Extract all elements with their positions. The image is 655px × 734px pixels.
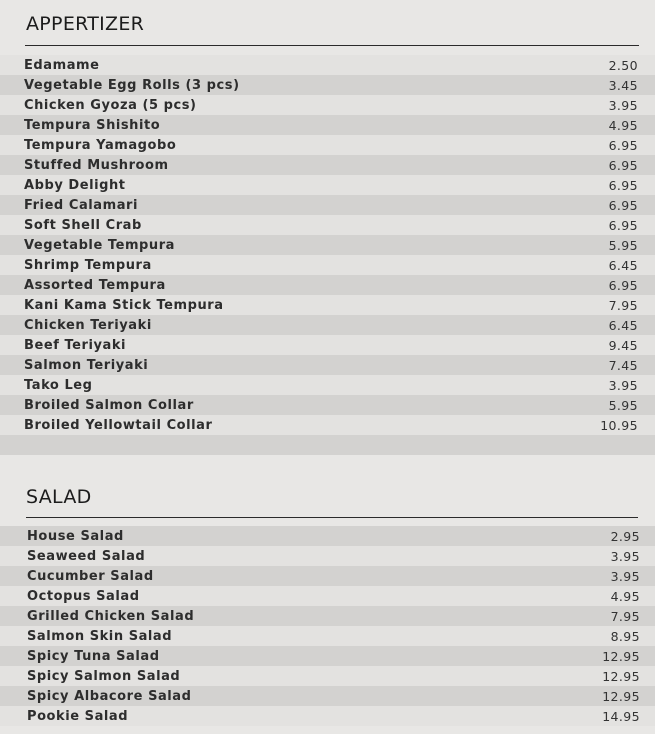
menu-item-price: 7.45 (608, 358, 638, 373)
menu-item-name: Shrimp Tempura (24, 258, 152, 273)
menu-item-name: Salmon Teriyaki (24, 358, 149, 373)
menu-item-name: Beef Teriyaki (24, 338, 127, 353)
menu-item-price: 6.95 (608, 198, 638, 213)
menu-item-row (0, 646, 655, 666)
menu-item-price: 7.95 (610, 609, 640, 624)
menu-item-name: Octopus Salad (27, 589, 140, 604)
menu-item-price: 6.45 (608, 318, 638, 333)
menu-item-price: 3.95 (608, 378, 638, 393)
menu-item-price: 12.95 (602, 649, 640, 664)
menu-item-name: Edamame (24, 58, 100, 73)
menu-item-price: 7.95 (608, 298, 638, 313)
menu-item-price: 6.95 (608, 178, 638, 193)
appetizer-title: APPERTIZER (26, 13, 145, 35)
menu-item-name: Pookie Salad (27, 709, 129, 724)
menu-item-name: House Salad (27, 529, 124, 544)
menu-item-row (0, 586, 655, 606)
menu-item-name: Stuffed Mushroom (24, 158, 169, 173)
menu-item-name: Kani Kama Stick Tempura (24, 298, 224, 313)
menu-item-price: 6.95 (608, 138, 638, 153)
menu-item-price: 3.95 (610, 549, 640, 564)
menu-item-price: 9.45 (608, 338, 638, 353)
menu-item-name: Assorted Tempura (24, 278, 166, 293)
menu-item-name: Spicy Salmon Salad (27, 669, 181, 684)
menu-item-price: 8.95 (610, 629, 640, 644)
menu-item-row (0, 546, 655, 566)
menu-item-price: 3.95 (610, 569, 640, 584)
menu-item-name: Tempura Shishito (24, 118, 161, 133)
menu-item-price: 3.95 (608, 98, 638, 113)
menu-item-price: 5.95 (608, 398, 638, 413)
menu-item-name: Chicken Teriyaki (24, 318, 152, 333)
menu-item-name: Spicy Albacore Salad (27, 689, 192, 704)
menu-item-price: 14.95 (602, 709, 640, 724)
menu-item-row (0, 686, 655, 706)
menu-item-name: Tempura Yamagobo (24, 138, 177, 153)
menu-item-price: 12.95 (602, 669, 640, 684)
menu-item-name: Vegetable Tempura (24, 238, 175, 253)
menu-item-name: Tako Leg (24, 378, 93, 393)
menu-item-name: Spicy Tuna Salad (27, 649, 160, 664)
salad-title: SALAD (26, 486, 92, 508)
menu-item-row (0, 606, 655, 626)
menu-item-name: Cucumber Salad (27, 569, 154, 584)
menu-item-price: 3.45 (608, 78, 638, 93)
menu-item-name: Soft Shell Crab (24, 218, 142, 233)
menu-item-name: Broiled Yellowtail Collar (24, 418, 213, 433)
menu-item-name: Chicken Gyoza (5 pcs) (24, 98, 197, 113)
menu-item-name: Vegetable Egg Rolls (3 pcs) (24, 78, 240, 93)
menu-item-price: 6.45 (608, 258, 638, 273)
menu-item-name: Fried Calamari (24, 198, 138, 213)
menu-item-name: Seaweed Salad (27, 549, 146, 564)
menu-item-price: 6.95 (608, 158, 638, 173)
menu-item-name: Broiled Salmon Collar (24, 398, 194, 413)
menu-item-price: 6.95 (608, 218, 638, 233)
menu-item-price: 5.95 (608, 238, 638, 253)
menu-item-row (0, 706, 655, 726)
menu-item-row (0, 566, 655, 586)
menu-item-name: Grilled Chicken Salad (27, 609, 195, 624)
menu-item-price: 4.95 (610, 589, 640, 604)
salad-divider (26, 517, 638, 518)
menu-item-price: 6.95 (608, 278, 638, 293)
menu-item-price: 10.95 (600, 418, 638, 433)
menu-item-price: 2.50 (608, 58, 638, 73)
menu-item-name: Abby Delight (24, 178, 126, 193)
menu-item-price: 2.95 (610, 529, 640, 544)
menu-item-row (0, 666, 655, 686)
menu-item-price: 12.95 (602, 689, 640, 704)
menu-item-row (0, 526, 655, 546)
menu-item-row (0, 626, 655, 646)
menu-item-price: 4.95 (608, 118, 638, 133)
menu-item-name: Salmon Skin Salad (27, 629, 173, 644)
